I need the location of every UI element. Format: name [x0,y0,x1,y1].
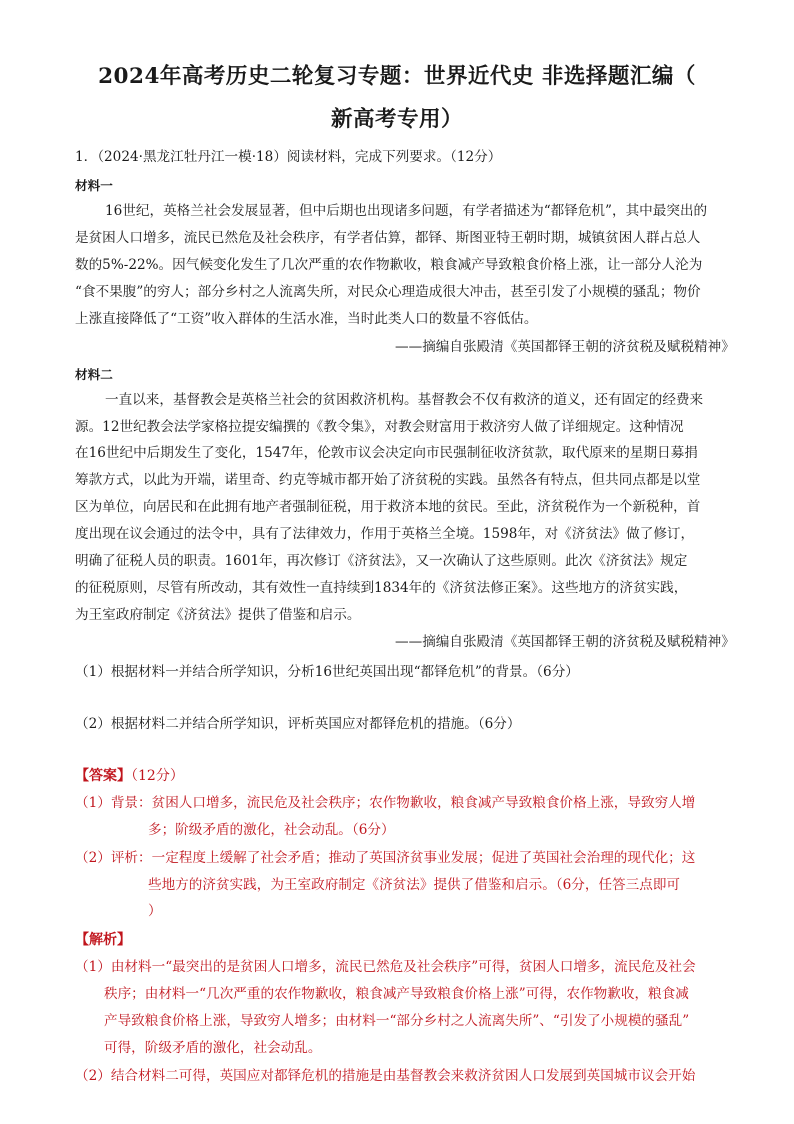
material2-line: 在16世纪中后期发生了变化，1547年，伦敦市议会决定向市民强制征收济贫款，取代原来的星期日募捐 [75,445,698,461]
answer-2-line: 些地方的济贫实践，为王室政府制定《济贫法》提供了借鉴和启示。（6分，任答三点即可 [148,877,681,893]
material2-label: 材料二 [75,367,113,382]
material2-line: 的征税原则，尽管有所改动，其有效性一直持续到1834年的《济贫法修正案》。这些地方的济贫实践， [75,580,688,596]
answer-score: （12分） [131,768,184,784]
analysis-1-line: 产导致粮食价格上涨，导致穷人增多；由材料一“部分乡村之人流离失所”、“引发了小规模的骚乱” [104,1013,690,1029]
analysis-1-line: 可得，阶级矛盾的激化，社会动乱。 [104,1040,322,1056]
question-header: 1．（2024·黑龙江牡丹江一模·18）阅读材料，完成下列要求。（12分） [75,149,502,165]
material1-label: 材料一 [75,178,113,193]
analysis-1-line: （1）由材料一“最突出的是贫困人口增多，流民已然危及社会秩序”可得，贫困人口增多，流民危及社会 [75,959,696,975]
material2-line: 一直以来，基督教会是英格兰社会的贫困救济机构。基督教会不仅有救济的道义，还有固定的经费来 [105,392,704,408]
material1-source: ——摘编自张殿清《英国都铎王朝的济贫税及赋税精神》 [395,339,735,355]
analysis-1-line: 秩序；由材料一“几次严重的农作物歉收，粮食减产导致粮食价格上涨”可得，农作物歉收，粮食减 [104,986,689,1002]
answer-2-line: ） [148,903,162,919]
document-title-line1: 2024年高考历史二轮复习专题：世界近代史 非选择题汇编（ [98,64,696,89]
analysis-label: 【解析】 [75,932,131,948]
material2-line: 筹款方式，以此为开端，诺里奇、约克等城市都开始了济贫税的实践。虽然各有特点，但共同点都是以堂 [75,472,701,488]
material2-line: 明确了征税人员的职责。1601年，再次修订《济贫法》，又一次确认了这些原则。此次《济贫法》规定 [75,553,688,569]
analysis-2-line: （2）结合材料二可得，英国应对都铎危机的措施是由基督教会来救济贫困人口发展到英国城市议会开始 [75,1068,696,1084]
sub-question-2: （2）根据材料二并结合所学知识，评析英国应对都铎危机的措施。（6分） [75,716,521,732]
material2-line: 为王室政府制定《济贫法》提供了借鉴和启示。 [75,607,361,623]
answer-label [75,766,184,786]
answer-2-line: （2）评析：一定程度上缓解了社会矛盾；推动了英国济贫事业发展；促进了英国社会治理的现代化；这 [75,850,696,866]
material1-line: 16世纪，英格兰社会发展显著，但中后期也出现诸多问题，有学者描述为“都铎危机”，其中最突出的 [105,203,708,219]
document-title-line2: 新高考专用） [330,107,463,132]
material1-line: “食不果腹”的穷人；部分乡村之人流离失所，对民众心理造成很大冲击，甚至引发了小规模的骚乱；物价 [75,284,701,300]
answer-1-line: （1）背景：贫困人口增多，流民危及社会秩序；农作物歉收，粮食减产导致粮食价格上涨，导致穷人增 [75,795,696,811]
material2-line: 区为单位，向居民和在此拥有地产者强制征税，用于救济本地的贫民。至此，济贫税作为一个新税种，首 [75,499,701,515]
material1-line: 是贫困人口增多，流民已然危及社会秩序，有学者估算，都铎、斯图亚特王朝时期，城镇贫困人群占总人 [75,230,701,246]
material2-line: 源。12世纪教会法学家格拉提安编撰的《教令集》，对教会财富用于救济穷人做了详细规定。这种情况 [75,419,684,435]
material2-line: 度出现在议会通过的法令中，具有了法律效力，作用于英格兰全境。1598年，对《济贫法》做了修订， [75,526,695,542]
answer-1-line: 多；阶级矛盾的激化，社会动乱。（6分） [148,822,395,838]
material1-line: 上涨直接降低了“工资”收入群体的生活水准，当时此类人口的数量不容低估。 [75,311,538,327]
answer-label-text: 【答案】 [75,768,131,784]
material1-line: 数的5%-22%。因气候变化发生了几次严重的农作物歉收，粮食减产导致粮食价格上涨，让一部分人沦为 [75,257,703,273]
material2-source: ——摘编自张殿清《英国都铎王朝的济贫税及赋税精神》 [395,634,735,650]
sub-question-1: （1）根据材料一并结合所学知识，分析16世纪英国出现“都铎危机”的背景。（6分） [75,664,579,680]
